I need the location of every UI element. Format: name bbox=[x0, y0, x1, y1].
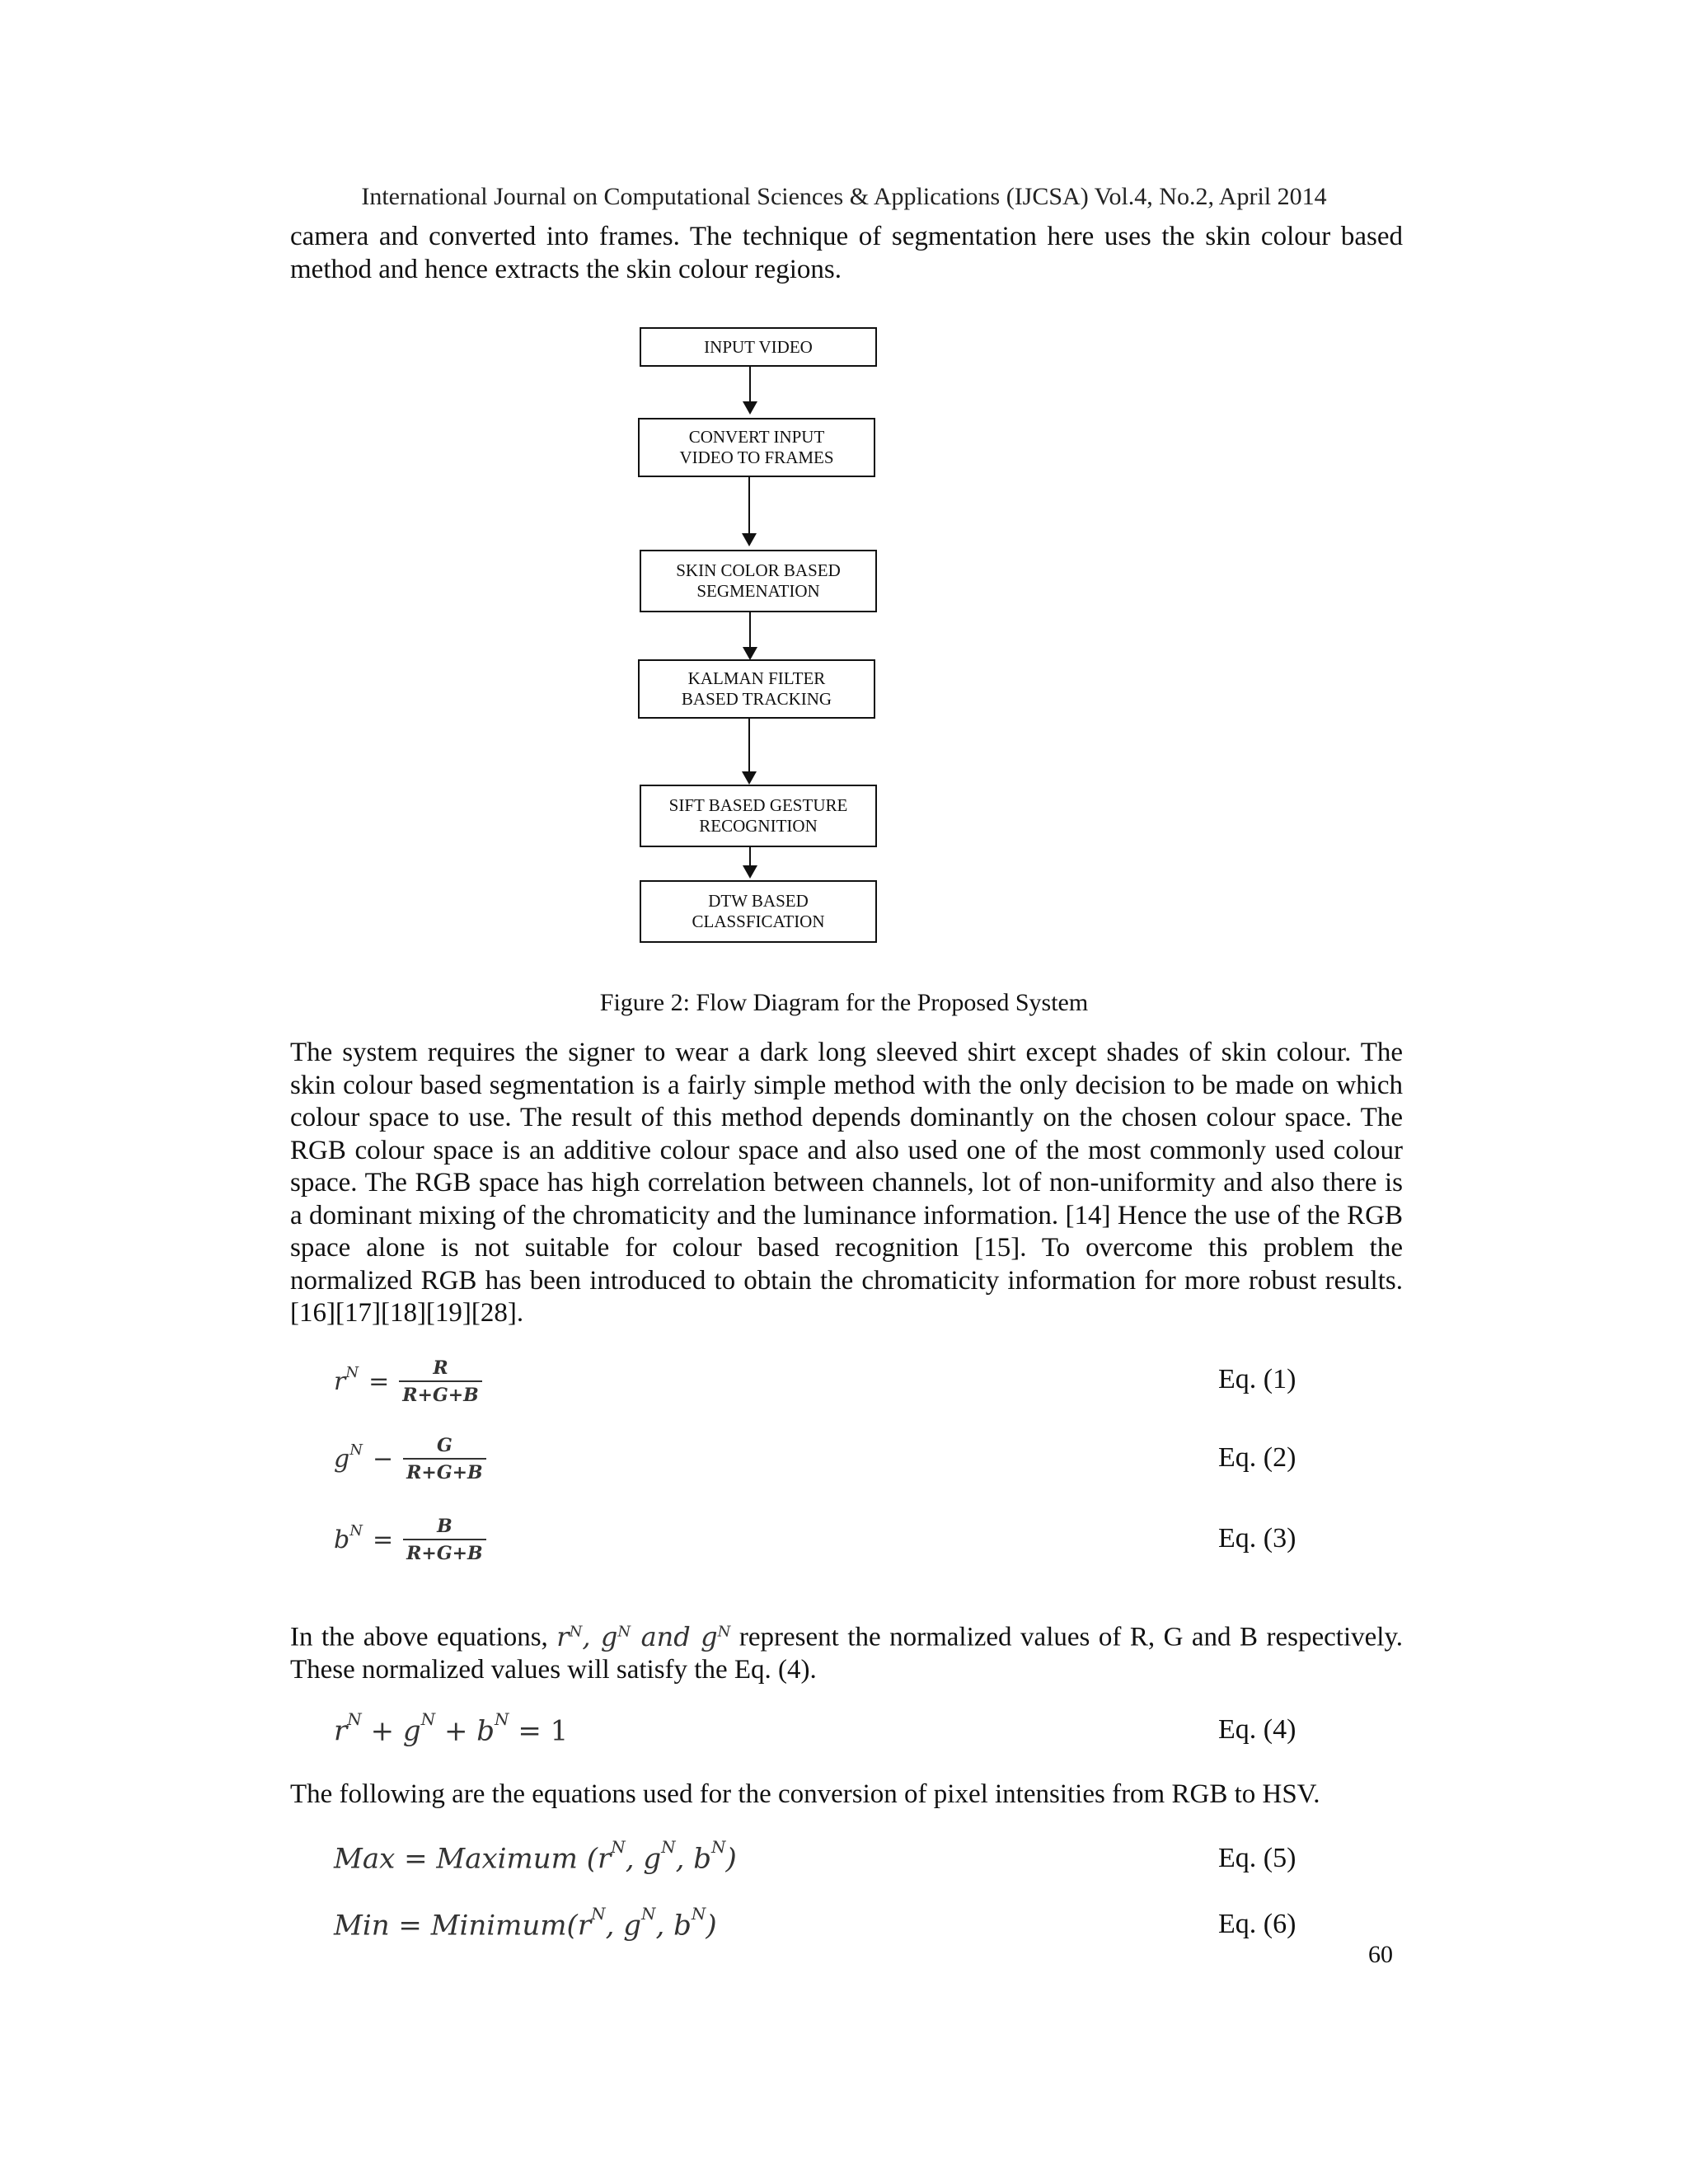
flow-arrow-line bbox=[748, 477, 750, 533]
eq1-lhs: $r^N$ bbox=[334, 1363, 359, 1396]
eq2-denominator: R+G+B bbox=[403, 1458, 486, 1483]
eq2-numerator: G bbox=[436, 1434, 452, 1456]
equation-2 bbox=[334, 1426, 486, 1492]
para2-text-after: represent the normalized values of R, G and B respectively. These normalized values will satisfy the Eq. (4). bbox=[290, 1622, 1404, 1685]
para2-text-before: In the above equations, bbox=[290, 1622, 548, 1652]
eq3-lhs: $b^N$ bbox=[334, 1521, 363, 1554]
flow-arrow-head bbox=[743, 401, 757, 415]
eq2-lhs: $g^N$ bbox=[334, 1441, 363, 1474]
equation-4: $r^N + g^N + b^N = 1$ bbox=[334, 1708, 569, 1748]
flow-box-label: SIFT BASED GESTURE RECOGNITION bbox=[668, 795, 848, 836]
flow-box-skin-segmentation bbox=[640, 550, 877, 612]
eq1-operator: = bbox=[368, 1366, 390, 1396]
eq6-label: Eq. (6) bbox=[1218, 1909, 1296, 1939]
flow-box-label: SKIN COLOR BASED SEGMENATION bbox=[676, 560, 841, 601]
flow-box-convert-frames bbox=[638, 418, 875, 477]
flow-box-label: INPUT VIDEO bbox=[704, 336, 813, 357]
eq3-denominator: R+G+B bbox=[403, 1539, 486, 1564]
eq1-denominator: R+G+B bbox=[399, 1380, 482, 1406]
flow-arrow-head bbox=[742, 771, 757, 785]
eq5-label: Eq. (5) bbox=[1218, 1843, 1296, 1873]
page-number: 60 bbox=[1368, 1941, 1393, 1968]
figure-caption: Figure 2: Flow Diagram for the Proposed System bbox=[599, 989, 1089, 1016]
body-paragraph-3: The following are the equations used for the conversion of pixel intensities from RGB to HSV. bbox=[290, 1779, 1320, 1809]
eq1-numerator: R bbox=[433, 1357, 448, 1379]
eq2-operator: − bbox=[372, 1444, 394, 1474]
equation-5: Max = Maximum ($r^N$, $g^N$, $b^N$) bbox=[334, 1836, 737, 1876]
eq2-fraction bbox=[403, 1435, 486, 1483]
flow-box-label: KALMAN FILTER BASED TRACKING bbox=[681, 668, 832, 709]
eq3-operator: = bbox=[372, 1525, 394, 1554]
flow-arrow-line bbox=[749, 612, 751, 647]
flow-box-kalman-tracking bbox=[638, 659, 875, 719]
intro-paragraph: camera and converted into frames. The technique of segmentation here uses the skin colour based method and hence extracts the skin colour regions. bbox=[290, 222, 1403, 284]
body-paragraph-1: The system requires the signer to wear a dark long sleeved shirt except shades of skin colour. The skin colour based segmentation is a fairly simple method with the only decision to be made on which colour space to use. The result of this method depends dominantly on the chosen colour space. The RGB colour space is an additive colour space and also used one of the most commonly used colour space. The RGB space has high correlation between channels, lot of non-uniformity and also there is a dominant mixing of the chromaticity and the luminance information. [14] Hence the use of the RGB space alone is not suitable for colour based recognition [15]. To overcome this problem the normalized RGB has been introduced to obtain the chromaticity information for more robust results. [16][17][18][19][28]. bbox=[290, 1038, 1403, 1328]
eq1-fraction bbox=[399, 1357, 482, 1406]
flow-arrow-head bbox=[743, 647, 757, 660]
flow-box-label: DTW BASED CLASSFICATION bbox=[692, 891, 825, 931]
eq2-label: Eq. (2) bbox=[1218, 1442, 1296, 1473]
flow-box-input-video bbox=[640, 327, 877, 367]
running-header: International Journal on Computational Sciences & Applications (IJCSA) Vol.4, No.2, April 2014 bbox=[361, 183, 1327, 210]
eq3-label: Eq. (3) bbox=[1218, 1523, 1296, 1554]
equation-1 bbox=[334, 1348, 482, 1414]
flow-box-label: CONVERT INPUT VIDEO TO FRAMES bbox=[679, 427, 834, 467]
eq1-label: Eq. (1) bbox=[1218, 1364, 1296, 1394]
flow-arrow-line bbox=[748, 719, 750, 771]
eq3-numerator: B bbox=[437, 1515, 452, 1537]
flow-box-dtw-classification bbox=[640, 880, 877, 943]
flow-box-sift-recognition bbox=[640, 785, 877, 847]
flow-diagram bbox=[0, 0, 1688, 989]
flow-arrow-line bbox=[749, 847, 751, 865]
equation-3 bbox=[334, 1507, 486, 1572]
flow-arrow-head bbox=[743, 865, 757, 879]
eq4-label: Eq. (4) bbox=[1218, 1714, 1296, 1745]
flow-arrow-line bbox=[749, 367, 751, 401]
eq3-fraction bbox=[403, 1516, 486, 1564]
para2-inline-math: $r^N$, $g^N$ and $g^N$ bbox=[556, 1620, 731, 1652]
body-paragraph-2 bbox=[290, 1615, 1403, 1687]
equation-6: Min = $Minimum(r^N$, $g^N$, $b^N$) bbox=[334, 1903, 717, 1943]
flow-arrow-head bbox=[742, 533, 757, 546]
